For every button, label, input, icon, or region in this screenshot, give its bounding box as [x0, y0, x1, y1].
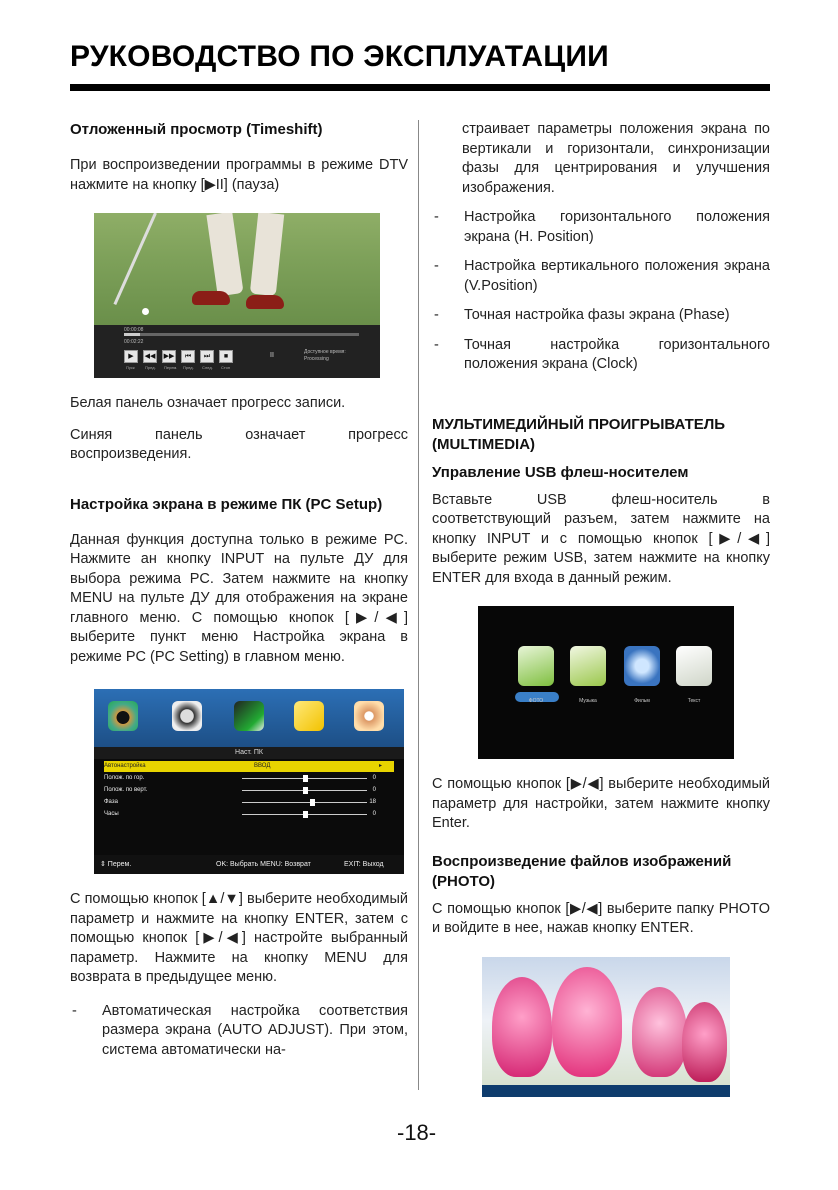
media-type-label: Музыка [579, 698, 597, 704]
pc-row-label: Автонастройка [104, 763, 146, 769]
pc-menu-row[interactable] [104, 773, 394, 784]
media-type-label: ФОТО [528, 698, 544, 704]
pc-row-value: ВВОД [254, 763, 271, 769]
page-title: РУКОВОДСТВО ПО ЭКСПЛУАТАЦИИ [70, 40, 609, 73]
movie-folder-icon[interactable] [624, 646, 660, 686]
settings-menu-icon[interactable] [354, 701, 384, 731]
select-param-text: С помощью кнопок [▲/▼] выберите необходимый параметр и нажмите на кнопку ENTER, затем с помощью кнопок [▶/◀] настройте выбранный параметр. Нажмите на кнопку MENU для возврата в предыдущее меню. [70, 891, 408, 985]
timeshift-text: При воспроизведении программы в режиме DTV нажмите на кнопку [▶II] (пауза) [70, 157, 408, 193]
slider-knob[interactable] [310, 799, 315, 806]
pc-row-slider[interactable] [242, 802, 367, 803]
pc-menu-row[interactable] [104, 809, 394, 820]
slider-knob[interactable] [303, 787, 308, 794]
pc-row-value: 0 [372, 775, 376, 781]
music-folder-icon[interactable] [570, 646, 606, 686]
multimedia-screenshot [478, 606, 734, 759]
lock-menu-icon[interactable] [294, 701, 324, 731]
right-column [432, 120, 770, 1097]
slider-knob[interactable] [303, 775, 308, 782]
osd-button[interactable]: ⏮ [181, 350, 195, 363]
pc-menu-title: Наст. ПК [94, 747, 404, 759]
pc-row-value: 0 [372, 811, 376, 817]
pc-row-value: 0 [372, 787, 376, 793]
osd-button[interactable]: ▶ [124, 350, 138, 363]
osd-button[interactable]: ▶▶ [162, 350, 176, 363]
timer-menu-icon[interactable] [234, 701, 264, 731]
osd-button-label: Пред. [183, 365, 194, 370]
pc-row-label: Полож. по гор. [104, 775, 145, 781]
auto-adjust-continued: страивает параметры положения экрана по вертикали и горизонтали, синхронизации фазы для центрирования и улучшения изображения. [462, 121, 770, 196]
progress-fill [124, 333, 140, 336]
timeshift-screenshot [94, 213, 380, 378]
osd-button[interactable]: ⏭ [200, 350, 214, 363]
pc-setting-item: - Точная настройка горизонтального положения экрана (Clock) [434, 336, 770, 372]
footer-move: ⇕ Перем. [100, 861, 132, 868]
pc-setting-list [432, 208, 770, 375]
page-number: -18- [397, 1120, 437, 1145]
media-type-label: Текст [687, 698, 701, 704]
playback-osd [94, 325, 380, 378]
processing-label: Processing [304, 356, 329, 362]
footer-ok-menu: OK: Выбрать MENU: Возврат [216, 861, 311, 868]
osd-button-label: Пред. [145, 365, 156, 370]
auto-adjust-item: - Автоматическая настройка соответствия размера экрана (AUTO ADJUST). При этом, система автоматически на- [72, 1002, 408, 1058]
left-column [70, 120, 408, 1060]
pc-setting-item: - Точная настройка фазы экрана (Phase) [434, 307, 730, 323]
photo-heading: Воспроизведение файлов изображений (PHOTO) [432, 852, 732, 890]
pc-setting-item: - Настройка вертикального положения экрана (V.Position) [434, 258, 770, 294]
menu-icon-bar [94, 689, 404, 747]
pc-setup-text: Данная функция доступна только в режиме PC. Нажмите ан кнопку INPUT на пульте ДУ для выбора режима PC. Затем нажмите на кнопку MENU на пульте ДУ для отображения на экране главного меню. С помощью кнопок [▶/◀] выберите пункт меню Настройка экрана в режиме PC (PC Setting) в главном меню. [70, 531, 408, 665]
pc-row-label: Часы [104, 811, 119, 817]
mm-select-text: С помощью кнопок [▶/◀] выберите необходимый параметр для настройки, затем нажмите кнопку Enter. [432, 776, 770, 831]
pc-menu-footer [94, 855, 404, 874]
pc-menu-row[interactable] [104, 761, 394, 772]
osd-button[interactable]: ◀◀ [143, 350, 157, 363]
media-type-label: Фильм [634, 698, 650, 704]
pc-row-label: Фаза [104, 799, 118, 805]
footer-exit: EXIT: Выход [344, 861, 384, 868]
sound-menu-icon[interactable] [172, 701, 202, 731]
available-time-label: Доступное время: [304, 349, 346, 355]
column-divider [418, 120, 419, 1090]
photo-folder-icon[interactable] [518, 646, 554, 686]
pc-row-label: Полож. по верт. [104, 787, 148, 793]
picture-menu-icon[interactable] [108, 701, 138, 731]
pause-icon[interactable]: II [270, 352, 274, 359]
multimedia-heading: МУЛЬТИМЕДИЙНЫЙ ПРОИГРЫВАТЕЛЬ (MULTIMEDIA) [432, 415, 726, 453]
title-rule [70, 84, 770, 91]
total-time: 00:02:22 [124, 339, 144, 345]
golf-scene [94, 213, 380, 325]
pc-menu-row[interactable] [104, 785, 394, 796]
elapsed-time: 00:00:08 [124, 327, 144, 333]
osd-button-label: Перем. [164, 365, 178, 370]
pc-row-value: 18 [369, 799, 376, 805]
text-folder-icon[interactable] [676, 646, 712, 686]
pc-setup-heading: Настройка экрана в режиме ПК (PC Setup) [70, 495, 383, 513]
progress-bar [124, 333, 359, 336]
pc-menu-row[interactable] [104, 797, 394, 808]
usb-heading: Управление USB флеш-носителем [432, 463, 689, 481]
photo-text: С помощью кнопок [▶/◀] выберите папку PHOTO и войдите в нее, нажав кнопку ENTER. [432, 900, 770, 936]
osd-button-label: Пуск [126, 365, 135, 370]
photo-screenshot [482, 957, 730, 1097]
photo-control-bar [482, 1085, 730, 1097]
usb-text: Вставьте USB флеш-носитель в соответствующий разъем, затем нажмите на кнопку INPUT и с помощью кнопок [▶/◀] выберите режим USB, затем нажмите на кнопку ENTER для входа в данный режим. [432, 491, 770, 586]
white-bar-text: Белая панель означает прогресс записи. [70, 395, 346, 411]
pc-setting-item: - Настройка горизонтального положения экрана (H. Position) [434, 209, 770, 245]
blue-bar-text: Синяя панель означает прогресс воспроизведения. [70, 426, 408, 462]
pc-setup-screenshot [94, 689, 404, 874]
osd-button-label: Стоп [221, 365, 231, 370]
osd-button-label: След. [202, 365, 213, 370]
chevron-right-icon: ▸ [378, 763, 382, 769]
slider-knob[interactable] [303, 811, 308, 818]
osd-button[interactable]: ■ [219, 350, 233, 363]
timeshift-heading: Отложенный просмотр (Timeshift) [70, 121, 323, 138]
